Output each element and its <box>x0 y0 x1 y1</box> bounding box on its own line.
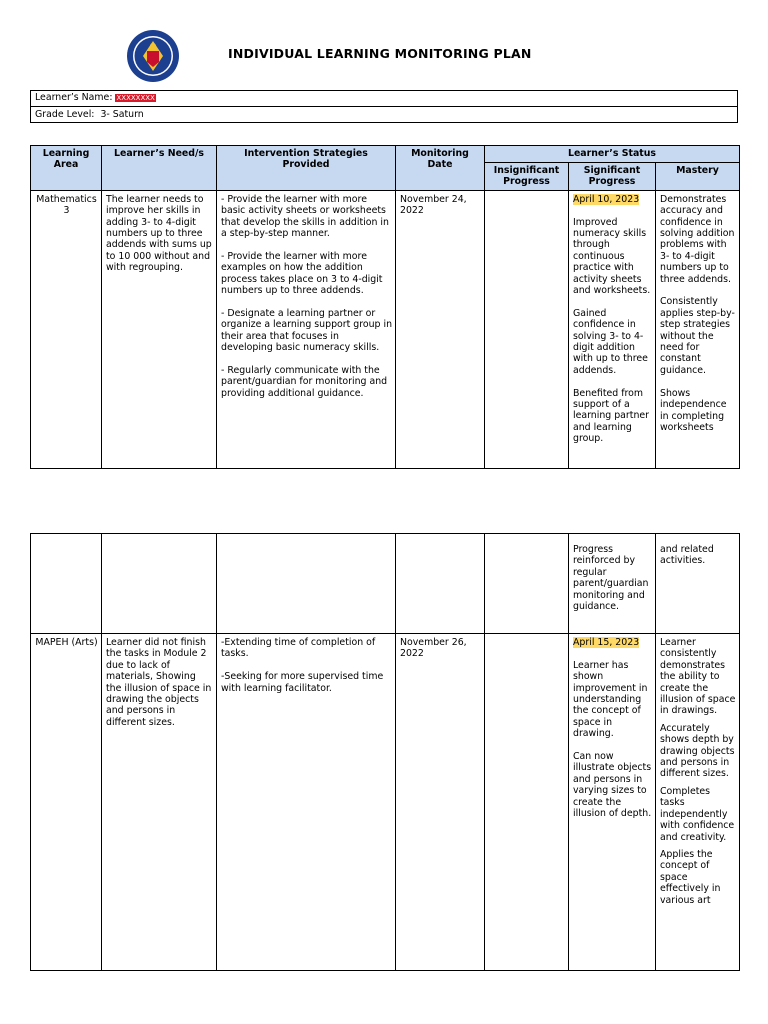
strategies-cell <box>217 534 396 634</box>
col-learner-status: Learner’s Status <box>485 146 740 163</box>
grade-level-value: 3- Saturn <box>100 108 144 120</box>
learning-area-cell: MAPEH (Arts) <box>31 634 102 971</box>
strategies-cell <box>217 190 396 468</box>
table-row <box>31 534 740 634</box>
monitoring-date-cell: November 26, 2022 <box>396 634 485 971</box>
strategy-item: -Extending time of completion of tasks. <box>221 637 376 660</box>
col-learner-needs: Learner’s Need/s <box>102 146 217 191</box>
mastery-note: Completes tasks independently with confidence and creativity. <box>660 785 735 843</box>
learner-name-label: Learner’s Name: <box>35 92 113 104</box>
learner-needs-cell <box>102 534 217 634</box>
table-row <box>31 634 740 971</box>
mastery-note: Learner consistently demonstrates the ability to create the illusion of space in drawings. <box>660 637 736 717</box>
strategy-item: - Provide the learner with more examples on how the addition process takes place on 3 to 4-digit numbers up to three addends. <box>221 250 383 297</box>
learner-needs-cell: The learner needs to improve her skills in adding 3- to 4-digit numbers up to three addends with sums up to 10 000 without and with regrouping. <box>102 190 217 468</box>
strategy-item: - Regularly communicate with the parent/guardian for monitoring and providing additional guidance. <box>221 364 388 399</box>
learner-info-table <box>30 90 738 123</box>
mastery-note: Accurately shows depth by drawing objects and persons in different sizes. <box>660 722 735 780</box>
mastery-note: Demonstrates accuracy and confidence in solving addition problems with 3- to 4-digit numbers up to three addends. <box>660 193 735 285</box>
mastery-note: Consistently applies step-by-step strategies without the need for constant guidance. <box>660 296 735 376</box>
insignificant-progress-cell <box>485 534 569 634</box>
progress-note: Can now illustrate objects and persons in varying sizes to create the illusion of depth. <box>573 751 652 820</box>
mastery-cell <box>656 190 740 468</box>
significant-progress-cell: Progress reinforced by regular parent/guardian monitoring and guidance. <box>569 534 656 634</box>
col-learning-area: Learning Area <box>31 146 102 191</box>
significant-progress-cell <box>569 190 656 468</box>
monitoring-table <box>30 145 740 469</box>
insignificant-progress-cell <box>485 634 569 971</box>
progress-note: Learner has shown improvement in understanding the concept of space in drawing. <box>573 659 648 740</box>
deped-seal-logo <box>126 29 180 83</box>
col-monitoring-date: Monitoring Date <box>396 146 485 191</box>
monitoring-date-cell: November 24, 2022 <box>396 190 485 468</box>
strategy-item: - Provide the learner with more basic activity sheets or worksheets that develop the skills in addition in a step-by-step manner. <box>221 193 389 240</box>
table-row <box>31 190 740 468</box>
strategies-cell <box>217 634 396 971</box>
col-intervention-strategies: Intervention Strategies Provided <box>217 146 396 191</box>
strategy-item: - Designate a learning partner or organize a learning support group in their area that focuses in developing basic numeracy skills. <box>221 307 393 354</box>
col-mastery: Mastery <box>656 163 740 191</box>
col-insignificant-progress: Insignificant Progress <box>485 163 569 191</box>
learner-name-redacted: XXXXXXXX <box>116 94 155 103</box>
insignificant-progress-cell <box>485 190 569 468</box>
progress-note: Benefited from support of a learning partner and learning group. <box>573 387 650 445</box>
progress-note: Gained confidence in solving 3- to 4-digit addition with up to three addends. <box>573 307 648 376</box>
strategy-item: -Seeking for more supervised time with learning facilitator. <box>221 671 384 694</box>
progress-note: Improved numeracy skills through continuous practice with activity sheets and worksheets. <box>573 216 651 297</box>
learner-name-cell <box>31 91 738 107</box>
mastery-cell: and related activities. <box>656 534 740 634</box>
monitoring-table-continued <box>30 533 740 971</box>
learning-area-cell: Mathematics 3 <box>31 190 102 468</box>
highlighted-date: April 10, 2023 <box>573 193 640 205</box>
mastery-cell <box>656 634 740 971</box>
col-significant-progress: Significant Progress <box>569 163 656 191</box>
learning-area-cell <box>31 534 102 634</box>
mastery-note: Shows independence in completing worksheets <box>660 387 727 433</box>
mastery-note: Applies the concept of space effectively in various art <box>660 848 721 906</box>
grade-level-cell <box>31 107 738 123</box>
learner-needs-cell: Learner did not finish the tasks in Module 2 due to lack of materials, Showing the illusion of space in drawing the objects and persons in different sizes. <box>102 634 217 971</box>
document-title: INDIVIDUAL LEARNING MONITORING PLAN <box>228 46 532 61</box>
grade-level-label: Grade Level: <box>35 108 95 120</box>
monitoring-date-cell <box>396 534 485 634</box>
highlighted-date: April 15, 2023 <box>573 637 640 648</box>
significant-progress-cell <box>569 634 656 971</box>
